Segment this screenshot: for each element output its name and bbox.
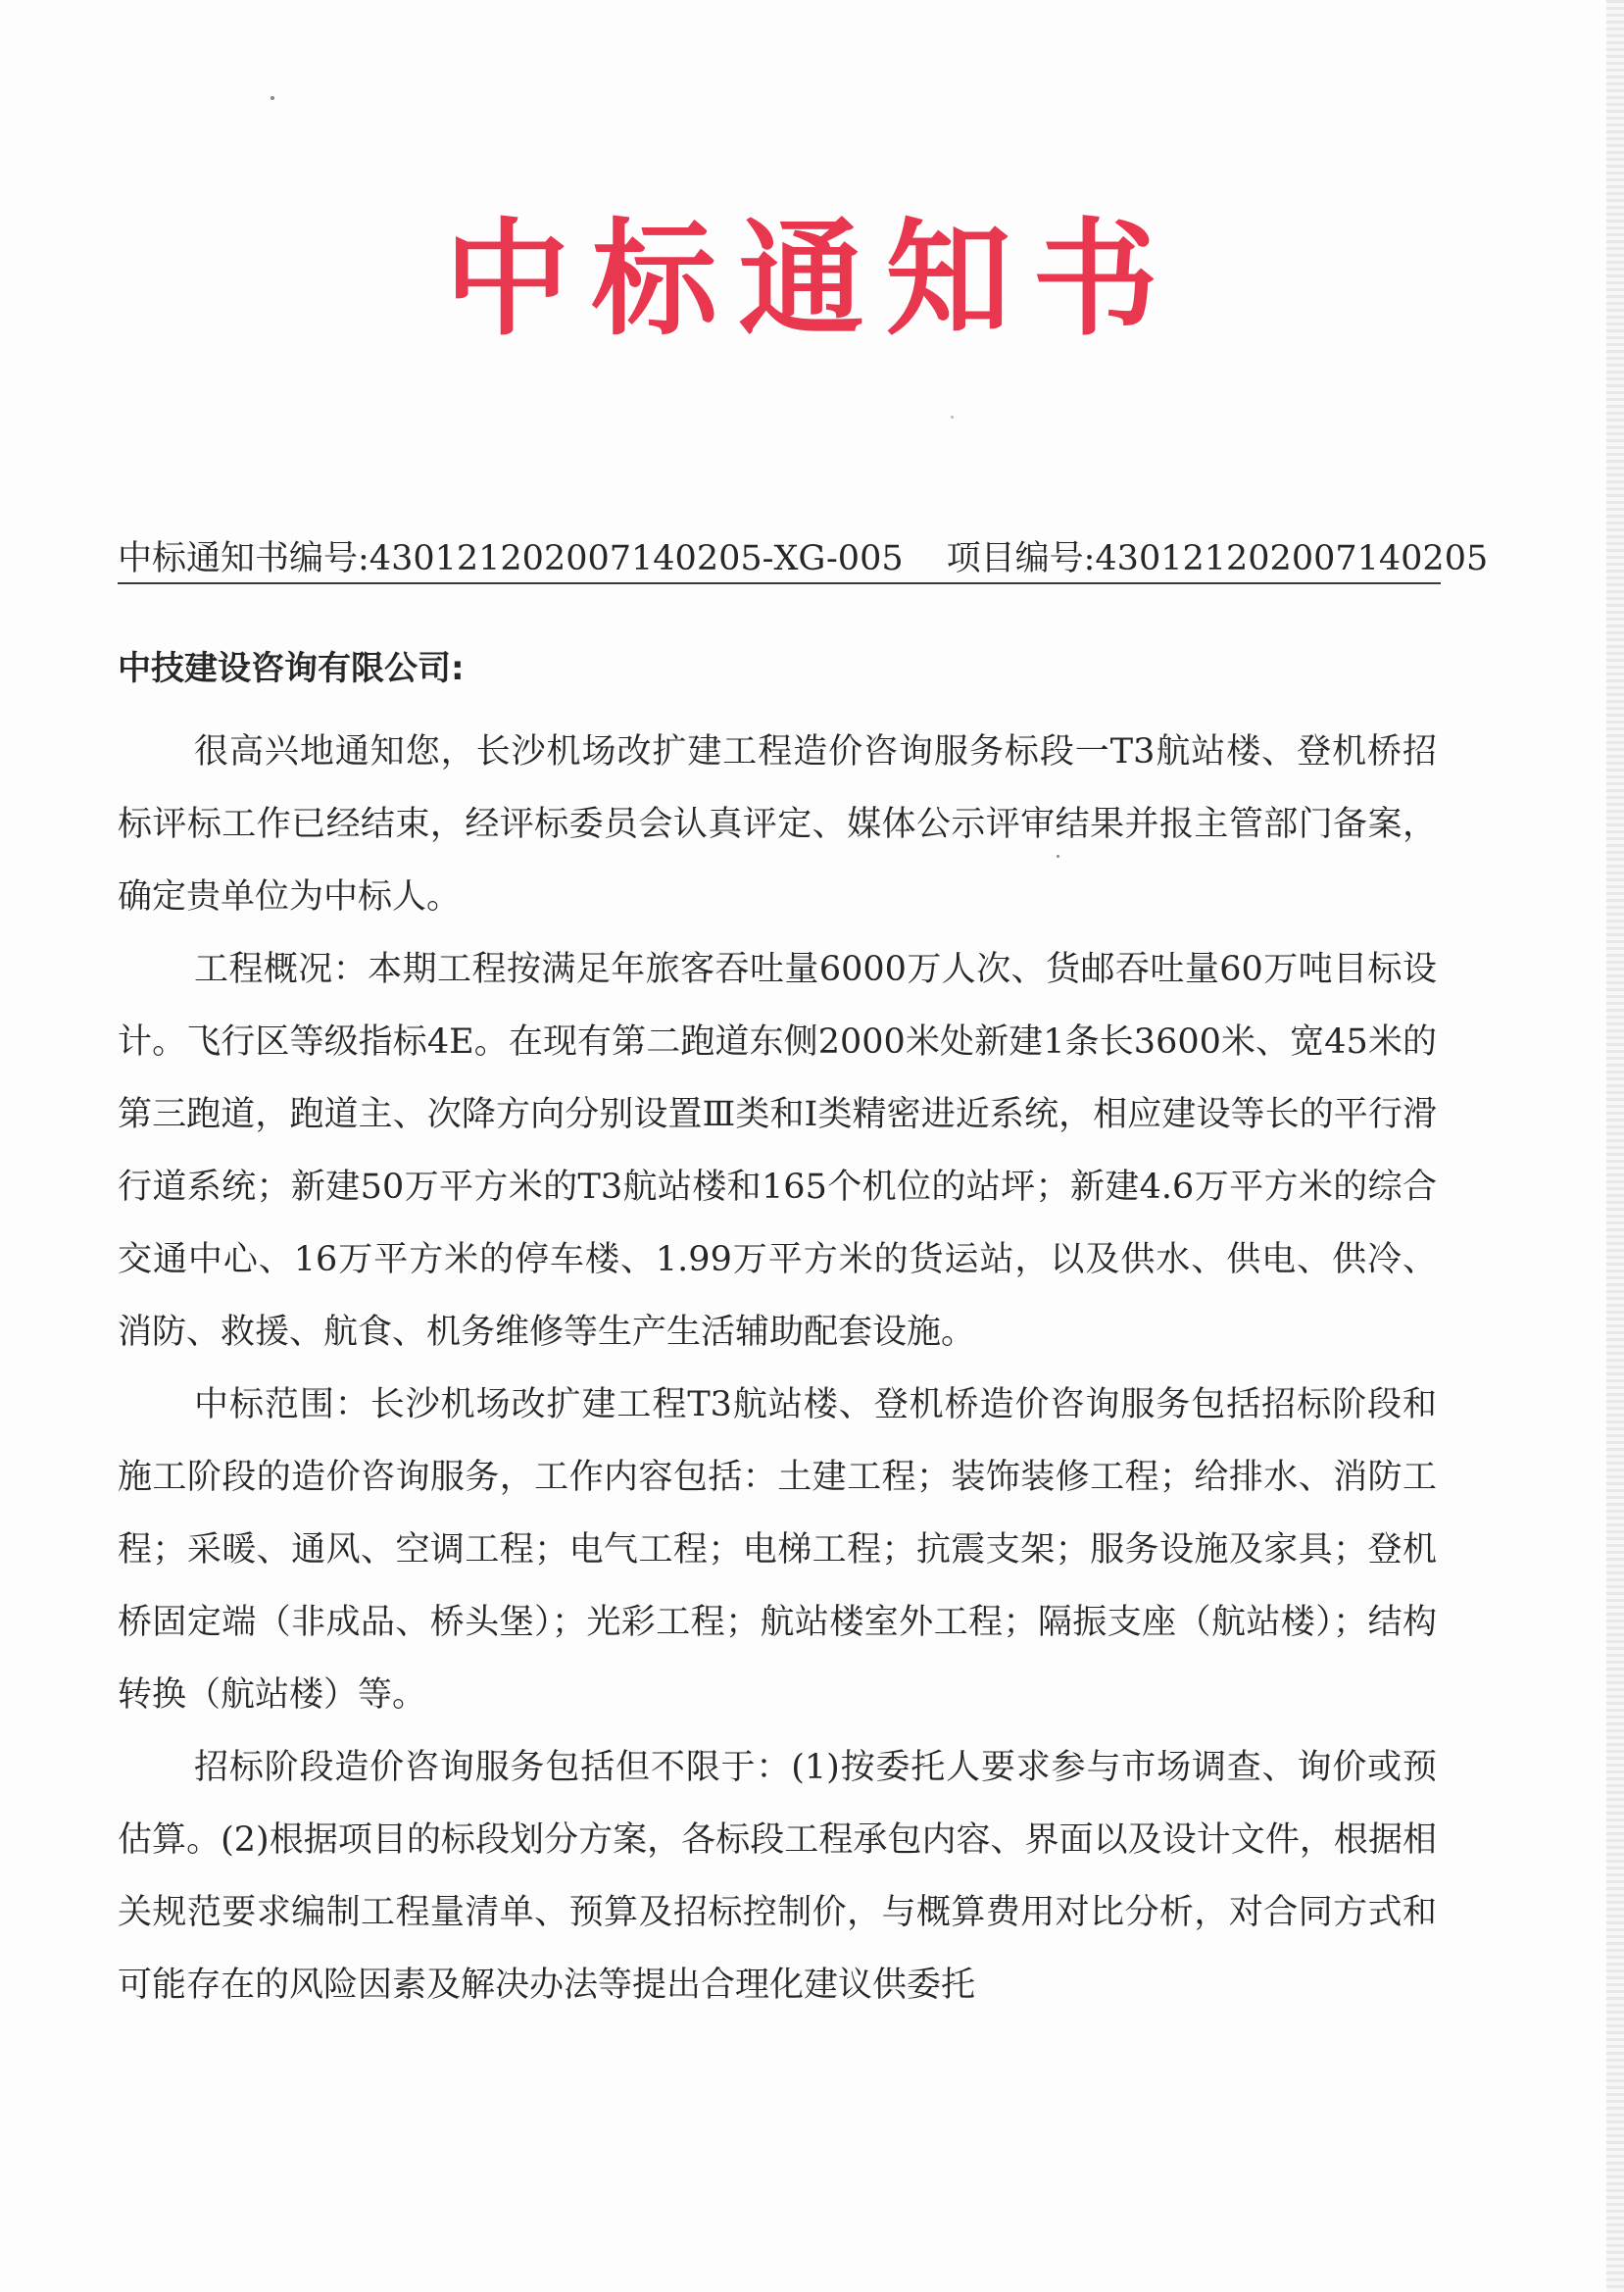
paragraph-bidding-stage-services: 招标阶段造价咨询服务包括但不限于：(1)按委托人要求参与市场调查、询价或预估算。(2)根据项目的标段划分方案，各标段工程承包内容、界面以及设计文件，根据相关规范要求编制工程量清单、预算及招标控制价，与概算费用对比分析，对合同方式和可能存在的风险因素及解决办法等提出合理化建议供委托 (118, 1748, 1437, 2005)
project-number: 430121202007140205 (1095, 539, 1489, 578)
paragraph-award-scope: 中标范围：长沙机场改扩建工程T3航站楼、登机桥造价咨询服务包括招标阶段和施工阶段的造价咨询服务，工作内容包括：土建工程；装饰装修工程；给排水、消防工程；采暖、通风、空调工程；电气工程；电梯工程；抗震支架；服务设施及家具；登机桥固定端（非成品、桥头堡）；光彩工程；航站楼室外工程；隔振支座（航站楼）；结构转换（航站楼）等。 (118, 1385, 1437, 1715)
reference-numbers (118, 535, 1489, 584)
addressee: 中技建设咨询有限公司: (118, 649, 465, 688)
project-number-label: 项目编号: (946, 539, 1096, 578)
letter-body (118, 716, 1437, 2021)
paragraph-project-overview: 工程概况：本期工程按满足年旅客吞吐量6000万人次、货邮吞吐量60万吨目标设计。飞行区等级指标4E。在现有第二跑道东侧2000米处新建1条长3600米、宽45米的第三跑道，跑道主、次降方向分别设置Ⅲ类和Ⅰ类精密进近系统，相应建设等长的平行滑行道系统；新建50万平方米的T3航站楼和165个机位的站坪；新建4.6万平方米的综合交通中心、16万平方米的停车楼、1.99万平方米的货运站，以及供水、供电、供冷、消防、救援、航食、机务维修等生产生活辅助配套设施。 (118, 950, 1437, 1352)
paragraph-notification: 很高兴地通知您，长沙机场改扩建工程造价咨询服务标段一T3航站楼、登机桥招标评标工作已经结束，经评标委员会认真评定、媒体公示评审结果并报主管部门备案，确定贵单位为中标人。 (118, 732, 1437, 917)
scan-speck (951, 416, 954, 419)
scan-speck (271, 96, 274, 100)
notice-number: 430121202007140205-XG-005 (369, 539, 904, 578)
notice-number-label: 中标通知书编号: (118, 539, 369, 578)
document-title: 中标通知书 (444, 207, 1180, 353)
scan-edge (1606, 0, 1624, 2292)
